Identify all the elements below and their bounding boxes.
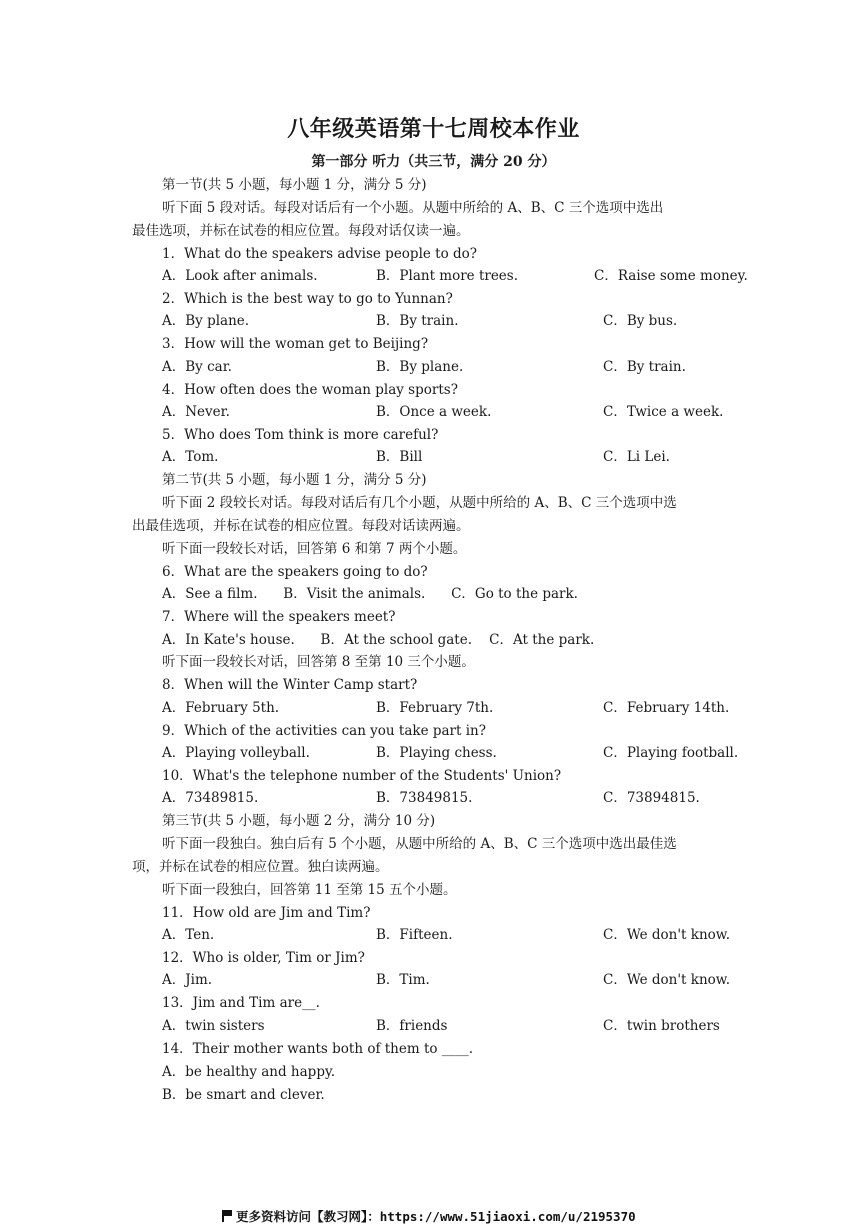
question-options: A．See a film. B．Visit the animals. C．Go to the park.: [162, 586, 578, 602]
section-instruction: 听下面一段独白。独白后有 5 个小题，从题中所给的 A、B、C 三个选项中选出最佳选: [162, 836, 677, 852]
question-stem: 14．Their mother wants both of them to ____.: [162, 1041, 474, 1057]
option-c: C．twin brothers: [603, 1018, 720, 1034]
question-stem: 2．Which is the best way to go to Yunnan?: [162, 291, 453, 307]
question-stem: 11．How old are Jim and Tim?: [162, 905, 371, 921]
option-b: B．Once a week.: [376, 404, 492, 420]
option-b: B．By train.: [376, 313, 459, 329]
option-a: A．Jim.: [162, 972, 213, 988]
part-title: 第一部分 听力（共三节，满分 20 分）: [311, 154, 556, 170]
question-stem: 10．What's the telephone number of the Students' Union?: [162, 768, 562, 784]
section-header: 第三节(共 5 小题，每小题 2 分，满分 10 分): [162, 813, 436, 829]
option-b: B．be smart and clever.: [162, 1087, 325, 1103]
option-c: C．We don't know.: [603, 972, 731, 988]
option-a: A．be healthy and happy.: [162, 1064, 336, 1080]
footer-link[interactable]: [222, 1207, 636, 1225]
footer-text[interactable]: 更多资料访问【教习网】：https://www.51jiaoxi.com/u/2195370: [236, 1209, 636, 1224]
option-b: B．Tim.: [376, 972, 430, 988]
option-c: C．By bus.: [603, 313, 678, 329]
option-a: A．Never.: [162, 404, 230, 420]
question-stem: 3．How will the woman get to Beijing?: [162, 336, 429, 352]
section-header: 第二节(共 5 小题，每小题 1 分，满分 5 分): [162, 472, 427, 488]
dialog-instruction: 听下面一段较长对话，回答第 8 至第 10 三个小题。: [162, 654, 475, 670]
option-c: C．February 14th.: [603, 700, 730, 716]
section-instruction: 出最佳选项，并标在试卷的相应位置。每段对话读两遍。: [132, 518, 470, 534]
option-a: A．Look after animals.: [162, 268, 318, 284]
section-instruction: 最佳选项，并标在试卷的相应位置。每段对话仅读一遍。: [132, 223, 470, 239]
question-stem: 13．Jim and Tim are__.: [162, 995, 320, 1011]
question-stem: 4．How often does the woman play sports?: [162, 382, 458, 398]
option-c: C．Playing football.: [603, 745, 739, 761]
option-a: A．February 5th.: [162, 700, 280, 716]
option-b: B．By plane.: [376, 359, 464, 375]
section-instruction: 听下面 2 段较长对话。每段对话后有几个小题，从题中所给的 A、B、C 三个选项中选: [162, 495, 677, 511]
question-stem: 5．Who does Tom think is more careful?: [162, 427, 439, 443]
question-stem: 8．When will the Winter Camp start?: [162, 677, 418, 693]
page-title: 八年级英语第十七周校本作业: [287, 116, 580, 142]
section-instruction: 听下面 5 段对话。每段对话后有一个小题。从题中所给的 A、B、C 三个选项中选出: [162, 200, 664, 216]
option-b: B．73849815.: [376, 790, 473, 806]
monologue-instruction: 听下面一段独白，回答第 11 至第 15 五个小题。: [162, 882, 457, 898]
question-stem: 6．What are the speakers going to do?: [162, 564, 428, 580]
option-a: A．73489815.: [162, 790, 259, 806]
option-c: C．Li Lei.: [603, 449, 670, 465]
option-a: A．By plane.: [162, 313, 250, 329]
option-a: A．Tom.: [162, 449, 219, 465]
option-b: B．Fifteen.: [376, 927, 453, 943]
option-a: A．Ten.: [162, 927, 215, 943]
question-options: A．In Kate's house. B．At the school gate. C．At the park.: [162, 632, 595, 648]
option-b: B．Bill: [376, 449, 423, 465]
flag-icon: [222, 1210, 232, 1222]
option-b: B．February 7th.: [376, 700, 494, 716]
question-stem: 1．What do the speakers advise people to do?: [162, 246, 478, 262]
section-instruction: 项，并标在试卷的相应位置。独白读两遍。: [132, 859, 389, 875]
option-a: A．By car.: [162, 359, 232, 375]
section-header: 第一节(共 5 小题，每小题 1 分，满分 5 分): [162, 177, 427, 193]
option-b: B．friends: [376, 1018, 448, 1034]
option-a: A．Playing volleyball.: [162, 745, 310, 761]
option-c: C．Twice a week.: [603, 404, 724, 420]
dialog-instruction: 听下面一段较长对话，回答第 6 和第 7 两个小题。: [162, 541, 467, 557]
option-c: C．We don't know.: [603, 927, 731, 943]
option-c: C．Raise some money.: [594, 268, 748, 284]
option-a: A．twin sisters: [162, 1018, 265, 1034]
question-stem: 12．Who is older, Tim or Jim?: [162, 950, 365, 966]
option-c: C．73894815.: [603, 790, 700, 806]
option-b: B．Plant more trees.: [376, 268, 519, 284]
question-stem: 7．Where will the speakers meet?: [162, 609, 396, 625]
option-c: C．By train.: [603, 359, 686, 375]
question-stem: 9．Which of the activities can you take part in?: [162, 723, 486, 739]
option-b: B．Playing chess.: [376, 745, 497, 761]
